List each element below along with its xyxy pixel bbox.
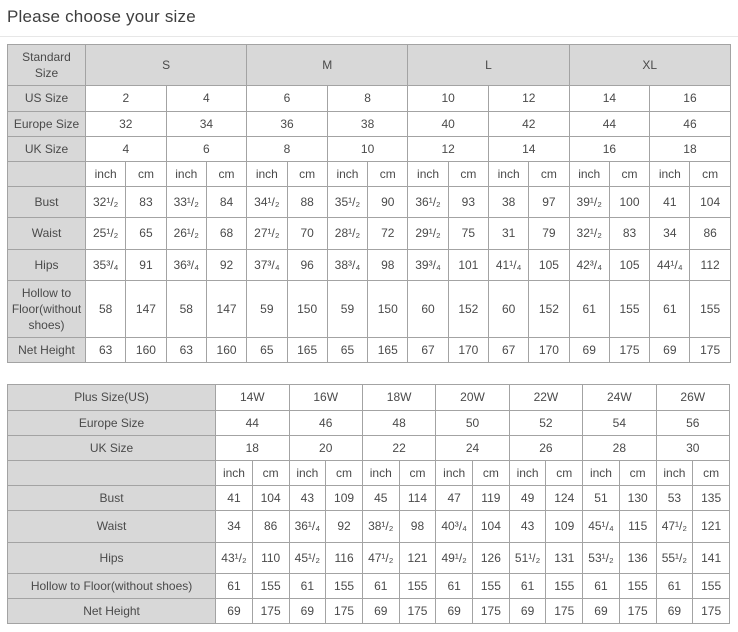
value-cell: 38: [488, 187, 528, 218]
row-label-cell: Hips: [8, 249, 86, 280]
value-cell: 96: [287, 249, 327, 280]
value-cell: S: [86, 45, 247, 86]
value-cell: 48: [362, 410, 435, 435]
value-cell: 69: [650, 338, 690, 363]
value-cell: 32: [86, 111, 167, 136]
value-cell: 155: [252, 573, 289, 598]
value-cell: 52: [509, 410, 582, 435]
value-cell: 155: [690, 280, 730, 338]
value-cell: 86: [690, 218, 730, 249]
value-cell: 27¹/₂: [247, 218, 287, 249]
plus-size-table: [7, 384, 730, 624]
value-cell: 69: [216, 598, 253, 623]
value-cell: 69: [362, 598, 399, 623]
value-cell: 98: [399, 511, 436, 542]
value-cell: 175: [473, 598, 510, 623]
value-cell: 16: [569, 136, 650, 161]
value-cell: 150: [368, 280, 408, 338]
value-cell: 51¹/₂: [509, 542, 546, 573]
value-cell: 135: [693, 486, 730, 511]
value-cell: 49: [509, 486, 546, 511]
value-cell: 22: [362, 435, 435, 460]
standard-size-table-body: [8, 45, 731, 363]
value-cell: 61: [656, 573, 693, 598]
value-cell: 32¹/₂: [569, 218, 609, 249]
row-label-cell: Plus Size(US): [8, 385, 216, 410]
value-cell: XL: [569, 45, 730, 86]
value-cell: 105: [609, 249, 649, 280]
value-cell: 12: [488, 86, 569, 111]
value-cell: 155: [693, 573, 730, 598]
value-cell: 61: [362, 573, 399, 598]
value-cell: 34: [166, 111, 247, 136]
value-cell: 165: [287, 338, 327, 363]
value-cell: 6: [166, 136, 247, 161]
standard-size-table-wrap: [7, 44, 731, 363]
value-cell: 91: [126, 249, 166, 280]
standard-size-table: [7, 44, 731, 363]
value-cell: 131: [546, 542, 583, 573]
value-cell: 69: [509, 598, 546, 623]
value-cell: 152: [448, 280, 488, 338]
value-cell: 68: [206, 218, 246, 249]
row-label-cell: UK Size: [8, 435, 216, 460]
value-cell: 175: [546, 598, 583, 623]
value-cell: 69: [569, 338, 609, 363]
value-cell: 25¹/₂: [86, 218, 126, 249]
value-cell: 86: [252, 511, 289, 542]
value-cell: inch: [362, 461, 399, 486]
table-row: [8, 111, 731, 136]
plus-size-table-wrap: [7, 384, 731, 624]
value-cell: 36¹/₂: [408, 187, 448, 218]
value-cell: inch: [488, 161, 528, 186]
table-row: [8, 45, 731, 86]
value-cell: cm: [206, 161, 246, 186]
value-cell: 69: [289, 598, 326, 623]
value-cell: 61: [509, 573, 546, 598]
value-cell: 4: [166, 86, 247, 111]
table-row: [8, 598, 730, 623]
table-row: [8, 249, 731, 280]
row-label-cell: [8, 161, 86, 186]
value-cell: 22W: [509, 385, 582, 410]
value-cell: 175: [609, 338, 649, 363]
value-cell: 65: [126, 218, 166, 249]
value-cell: 116: [326, 542, 363, 573]
value-cell: inch: [247, 161, 287, 186]
value-cell: 175: [399, 598, 436, 623]
value-cell: 92: [206, 249, 246, 280]
value-cell: 36³/₄: [166, 249, 206, 280]
value-cell: 84: [206, 187, 246, 218]
row-label-cell: Waist: [8, 511, 216, 542]
value-cell: 70: [287, 218, 327, 249]
value-cell: inch: [289, 461, 326, 486]
table-row: [8, 511, 730, 542]
value-cell: inch: [86, 161, 126, 186]
value-cell: 67: [408, 338, 448, 363]
value-cell: 79: [529, 218, 569, 249]
value-cell: 30: [656, 435, 729, 460]
value-cell: 28¹/₂: [327, 218, 367, 249]
value-cell: 72: [368, 218, 408, 249]
row-label-cell: Standard Size: [8, 45, 86, 86]
value-cell: inch: [327, 161, 367, 186]
value-cell: 14: [569, 86, 650, 111]
value-cell: 104: [473, 511, 510, 542]
value-cell: 38: [327, 111, 408, 136]
table-row: [8, 542, 730, 573]
value-cell: 115: [619, 511, 656, 542]
value-cell: 61: [436, 573, 473, 598]
value-cell: cm: [609, 161, 649, 186]
value-cell: 88: [287, 187, 327, 218]
value-cell: 61: [289, 573, 326, 598]
value-cell: 8: [327, 86, 408, 111]
table-row: [8, 461, 730, 486]
value-cell: 18: [216, 435, 289, 460]
value-cell: 105: [529, 249, 569, 280]
value-cell: 41: [650, 187, 690, 218]
value-cell: 44: [216, 410, 289, 435]
value-cell: cm: [546, 461, 583, 486]
value-cell: 155: [399, 573, 436, 598]
value-cell: 67: [488, 338, 528, 363]
value-cell: 51: [583, 486, 620, 511]
table-row: [8, 86, 731, 111]
value-cell: inch: [216, 461, 253, 486]
value-cell: 40: [408, 111, 489, 136]
value-cell: cm: [448, 161, 488, 186]
value-cell: cm: [126, 161, 166, 186]
value-cell: 109: [546, 511, 583, 542]
value-cell: 141: [693, 542, 730, 573]
value-cell: 34: [650, 218, 690, 249]
value-cell: 10: [408, 86, 489, 111]
value-cell: 121: [399, 542, 436, 573]
value-cell: 100: [609, 187, 649, 218]
value-cell: 18W: [362, 385, 435, 410]
row-label-cell: Hollow to Floor(without shoes): [8, 280, 86, 338]
value-cell: inch: [569, 161, 609, 186]
value-cell: 147: [126, 280, 166, 338]
value-cell: 165: [368, 338, 408, 363]
row-label-cell: Hips: [8, 542, 216, 573]
value-cell: 10: [327, 136, 408, 161]
value-cell: 44¹/₄: [650, 249, 690, 280]
value-cell: 109: [326, 486, 363, 511]
table-row: [8, 218, 731, 249]
value-cell: 69: [656, 598, 693, 623]
value-cell: 63: [86, 338, 126, 363]
value-cell: 54: [583, 410, 656, 435]
value-cell: 110: [252, 542, 289, 573]
value-cell: 20: [289, 435, 362, 460]
value-cell: 152: [529, 280, 569, 338]
value-cell: 155: [326, 573, 363, 598]
value-cell: inch: [408, 161, 448, 186]
value-cell: 61: [216, 573, 253, 598]
value-cell: 46: [289, 410, 362, 435]
value-cell: 6: [247, 86, 328, 111]
value-cell: 83: [126, 187, 166, 218]
value-cell: 121: [693, 511, 730, 542]
plus-size-table-body: [8, 385, 730, 624]
value-cell: 31: [488, 218, 528, 249]
value-cell: M: [247, 45, 408, 86]
value-cell: 43: [289, 486, 326, 511]
value-cell: 2: [86, 86, 167, 111]
value-cell: 24W: [583, 385, 656, 410]
value-cell: 60: [408, 280, 448, 338]
value-cell: 26: [509, 435, 582, 460]
value-cell: 75: [448, 218, 488, 249]
value-cell: 61: [650, 280, 690, 338]
value-cell: 35³/₄: [86, 249, 126, 280]
value-cell: 45¹/₄: [583, 511, 620, 542]
table-row: [8, 338, 731, 363]
value-cell: 35¹/₂: [327, 187, 367, 218]
value-cell: 65: [247, 338, 287, 363]
row-label-cell: Europe Size: [8, 111, 86, 136]
value-cell: 114: [399, 486, 436, 511]
value-cell: 24: [436, 435, 509, 460]
value-cell: cm: [693, 461, 730, 486]
value-cell: 175: [252, 598, 289, 623]
row-label-cell: Bust: [8, 187, 86, 218]
value-cell: 97: [529, 187, 569, 218]
value-cell: 34¹/₂: [247, 187, 287, 218]
table-row: [8, 280, 731, 338]
value-cell: 43: [509, 511, 546, 542]
value-cell: inch: [509, 461, 546, 486]
value-cell: 126: [473, 542, 510, 573]
value-cell: 155: [609, 280, 649, 338]
value-cell: 112: [690, 249, 730, 280]
value-cell: 26¹/₂: [166, 218, 206, 249]
row-label-cell: Net Height: [8, 598, 216, 623]
value-cell: 50: [436, 410, 509, 435]
value-cell: 124: [546, 486, 583, 511]
row-label-cell: UK Size: [8, 136, 86, 161]
value-cell: 56: [656, 410, 729, 435]
value-cell: inch: [166, 161, 206, 186]
row-label-cell: [8, 461, 216, 486]
value-cell: 98: [368, 249, 408, 280]
value-cell: 175: [690, 338, 730, 363]
value-cell: 61: [583, 573, 620, 598]
value-cell: 160: [126, 338, 166, 363]
value-cell: inch: [650, 161, 690, 186]
value-cell: 14: [488, 136, 569, 161]
value-cell: 4: [86, 136, 167, 161]
value-cell: 175: [693, 598, 730, 623]
value-cell: 55¹/₂: [656, 542, 693, 573]
value-cell: 136: [619, 542, 656, 573]
value-cell: 90: [368, 187, 408, 218]
table-row: [8, 136, 731, 161]
value-cell: 42³/₄: [569, 249, 609, 280]
value-cell: 175: [326, 598, 363, 623]
value-cell: 14W: [216, 385, 289, 410]
value-cell: 47: [436, 486, 473, 511]
value-cell: 36¹/₄: [289, 511, 326, 542]
row-label-cell: Bust: [8, 486, 216, 511]
value-cell: 18: [650, 136, 731, 161]
value-cell: cm: [252, 461, 289, 486]
value-cell: inch: [583, 461, 620, 486]
value-cell: 150: [287, 280, 327, 338]
value-cell: 147: [206, 280, 246, 338]
value-cell: 44: [569, 111, 650, 136]
value-cell: 41: [216, 486, 253, 511]
value-cell: 38¹/₂: [362, 511, 399, 542]
value-cell: cm: [619, 461, 656, 486]
value-cell: 32¹/₂: [86, 187, 126, 218]
value-cell: 160: [206, 338, 246, 363]
value-cell: 39¹/₂: [569, 187, 609, 218]
value-cell: 20W: [436, 385, 509, 410]
value-cell: 104: [252, 486, 289, 511]
value-cell: 58: [86, 280, 126, 338]
value-cell: 29¹/₂: [408, 218, 448, 249]
value-cell: cm: [287, 161, 327, 186]
value-cell: 26W: [656, 385, 729, 410]
value-cell: 155: [473, 573, 510, 598]
value-cell: 59: [247, 280, 287, 338]
value-cell: 16: [650, 86, 731, 111]
value-cell: 61: [569, 280, 609, 338]
value-cell: 93: [448, 187, 488, 218]
value-cell: 40³/₄: [436, 511, 473, 542]
value-cell: 47¹/₂: [362, 542, 399, 573]
value-cell: 119: [473, 486, 510, 511]
value-cell: 46: [650, 111, 731, 136]
table-row: [8, 486, 730, 511]
value-cell: 130: [619, 486, 656, 511]
table-row: [8, 435, 730, 460]
value-cell: 69: [436, 598, 473, 623]
value-cell: 16W: [289, 385, 362, 410]
value-cell: 69: [583, 598, 620, 623]
value-cell: 28: [583, 435, 656, 460]
value-cell: cm: [529, 161, 569, 186]
value-cell: 59: [327, 280, 367, 338]
value-cell: 101: [448, 249, 488, 280]
value-cell: 42: [488, 111, 569, 136]
value-cell: cm: [399, 461, 436, 486]
value-cell: 33¹/₂: [166, 187, 206, 218]
value-cell: 58: [166, 280, 206, 338]
table-row: [8, 385, 730, 410]
value-cell: cm: [368, 161, 408, 186]
table-row: [8, 410, 730, 435]
row-label-cell: US Size: [8, 86, 86, 111]
value-cell: 92: [326, 511, 363, 542]
row-label-cell: Europe Size: [8, 410, 216, 435]
value-cell: 175: [619, 598, 656, 623]
value-cell: 155: [619, 573, 656, 598]
table-row: [8, 161, 731, 186]
value-cell: 8: [247, 136, 328, 161]
value-cell: 53¹/₂: [583, 542, 620, 573]
title-divider: [0, 36, 738, 37]
value-cell: 41¹/₄: [488, 249, 528, 280]
value-cell: 39³/₄: [408, 249, 448, 280]
value-cell: cm: [326, 461, 363, 486]
table-row: [8, 573, 730, 598]
value-cell: 45¹/₂: [289, 542, 326, 573]
value-cell: 60: [488, 280, 528, 338]
value-cell: 104: [690, 187, 730, 218]
value-cell: 37³/₄: [247, 249, 287, 280]
value-cell: 38³/₄: [327, 249, 367, 280]
value-cell: cm: [473, 461, 510, 486]
page-title: Please choose your size: [7, 7, 196, 26]
value-cell: 43¹/₂: [216, 542, 253, 573]
value-cell: 45: [362, 486, 399, 511]
value-cell: 34: [216, 511, 253, 542]
value-cell: 170: [529, 338, 569, 363]
row-label-cell: Waist: [8, 218, 86, 249]
value-cell: inch: [436, 461, 473, 486]
value-cell: 47¹/₂: [656, 511, 693, 542]
value-cell: 155: [546, 573, 583, 598]
value-cell: inch: [656, 461, 693, 486]
value-cell: 83: [609, 218, 649, 249]
value-cell: 63: [166, 338, 206, 363]
table-row: [8, 187, 731, 218]
value-cell: 170: [448, 338, 488, 363]
row-label-cell: Net Height: [8, 338, 86, 363]
value-cell: 53: [656, 486, 693, 511]
row-label-cell: Hollow to Floor(without shoes): [8, 573, 216, 598]
value-cell: L: [408, 45, 569, 86]
value-cell: 36: [247, 111, 328, 136]
value-cell: cm: [690, 161, 730, 186]
value-cell: 49¹/₂: [436, 542, 473, 573]
value-cell: 12: [408, 136, 489, 161]
value-cell: 65: [327, 338, 367, 363]
